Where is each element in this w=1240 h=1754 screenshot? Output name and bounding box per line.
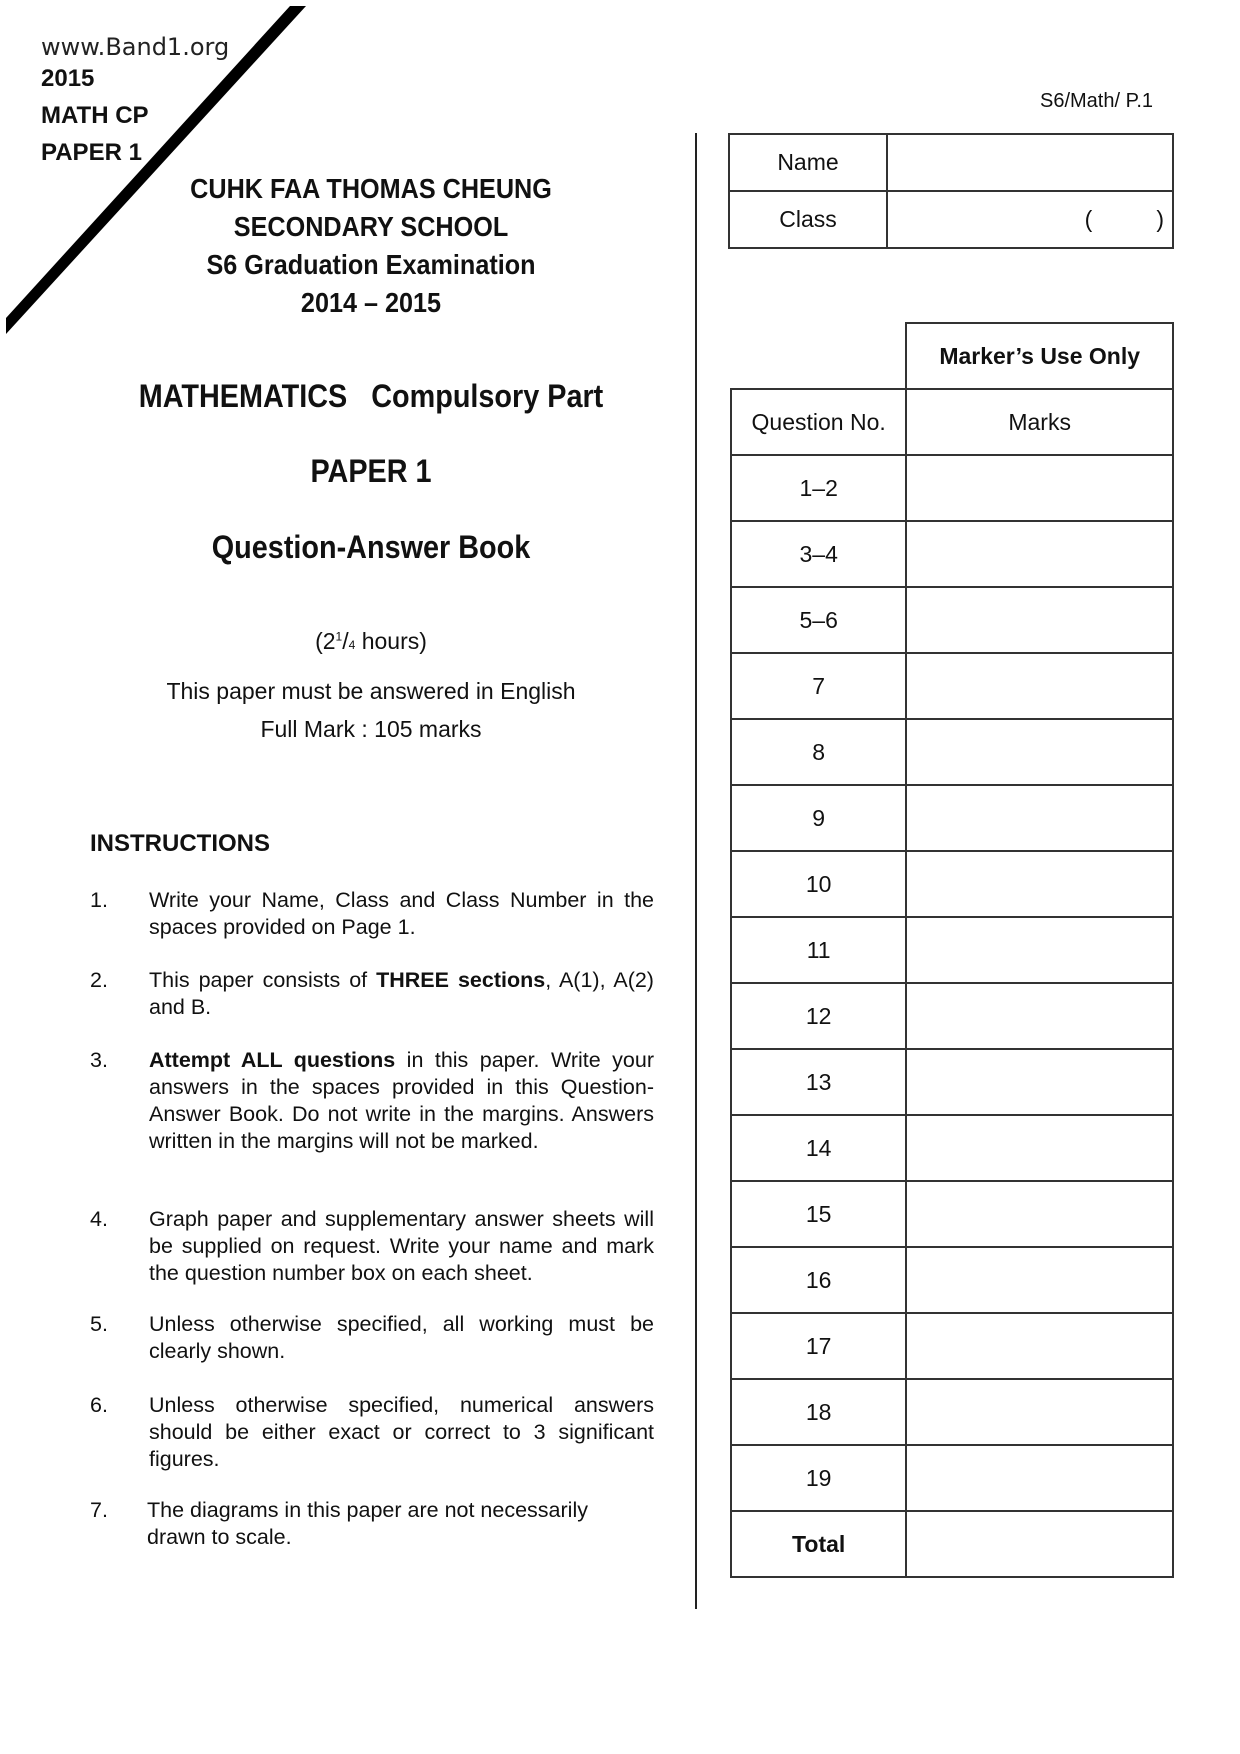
marker-row	[731, 917, 1173, 983]
marks-header: Marks	[906, 389, 1173, 455]
full-mark: Full Mark : 105 marks	[260, 716, 482, 742]
instruction-text: This paper consists of THREE sections, A(1), A(2) and B.	[149, 968, 654, 1019]
language-note: This paper must be answered in English	[166, 678, 576, 704]
corner-year: 2015	[41, 65, 95, 92]
school-name-line1: CUHK FAA THOMAS CHEUNG	[190, 173, 552, 204]
marker-row	[731, 1313, 1173, 1379]
school-name-line2: SECONDARY SCHOOL	[233, 211, 509, 242]
corner-paper: PAPER 1	[41, 139, 142, 166]
blank-corner	[731, 323, 906, 389]
question-number: 18	[731, 1379, 906, 1445]
marker-row	[731, 785, 1173, 851]
question-number: 7	[731, 653, 906, 719]
instruction-item	[90, 967, 654, 1021]
marker-row	[731, 653, 1173, 719]
student-info-table	[728, 133, 1174, 249]
marks-cell[interactable]	[906, 1247, 1173, 1313]
marks-cell[interactable]	[906, 719, 1173, 785]
instructions-title: INSTRUCTIONS	[90, 830, 270, 857]
marker-title: Marker’s Use Only	[906, 323, 1173, 389]
marker-row	[731, 521, 1173, 587]
instruction-item	[90, 1206, 654, 1287]
marker-row	[731, 1049, 1173, 1115]
question-number: 14	[731, 1115, 906, 1181]
question-number: 9	[731, 785, 906, 851]
marks-cell[interactable]	[906, 521, 1173, 587]
marker-row	[731, 1379, 1173, 1445]
book-title: Question-Answer Book	[211, 529, 531, 565]
instruction-text: Unless otherwise specified, all working must be clearly shown.	[149, 1312, 654, 1363]
subject-name: MATHEMATICS	[138, 378, 348, 414]
exam-title: S6 Graduation Examination	[206, 249, 536, 280]
website-watermark: www.Band1.org	[41, 33, 230, 61]
question-number: 3–4	[731, 521, 906, 587]
instruction-number: 6.	[90, 1393, 108, 1417]
question-number: 12	[731, 983, 906, 1049]
marker-table	[730, 322, 1174, 1578]
instruction-number: 3.	[90, 1048, 108, 1072]
marker-row	[731, 587, 1173, 653]
marks-cell[interactable]	[906, 851, 1173, 917]
exam-year: 2014 – 2015	[300, 287, 442, 318]
subject-title	[37, 378, 705, 415]
instruction-item	[90, 1311, 654, 1365]
question-number: 10	[731, 851, 906, 917]
question-number: 5–6	[731, 587, 906, 653]
paper-title: PAPER 1	[310, 453, 432, 489]
question-number: 8	[731, 719, 906, 785]
instruction-item	[90, 887, 654, 941]
instruction-number: 2.	[90, 968, 108, 992]
marks-cell[interactable]	[906, 1049, 1173, 1115]
marks-cell[interactable]	[906, 1181, 1173, 1247]
total-label: Total	[731, 1511, 906, 1577]
marker-row	[731, 1181, 1173, 1247]
page-ref: S6/Math/ P.1	[1040, 90, 1154, 112]
name-label: Name	[729, 134, 887, 191]
marks-cell[interactable]	[906, 455, 1173, 521]
marks-cell[interactable]	[906, 1379, 1173, 1445]
marks-cell[interactable]	[906, 1445, 1173, 1511]
marks-cell[interactable]	[906, 587, 1173, 653]
instruction-text: Graph paper and supplementary answer sheets will be supplied on request. Write your name and mark the question number box on each sheet.	[149, 1207, 654, 1285]
instruction-number: 1.	[90, 888, 108, 912]
question-number: 13	[731, 1049, 906, 1115]
name-field[interactable]	[887, 134, 1173, 191]
marker-row	[731, 1115, 1173, 1181]
question-number: 19	[731, 1445, 906, 1511]
question-number: 1–2	[731, 455, 906, 521]
class-number-open: (	[1084, 206, 1093, 232]
class-field[interactable]	[887, 191, 1173, 248]
class-label: Class	[729, 191, 887, 248]
instruction-item	[90, 1392, 654, 1473]
marker-row	[731, 851, 1173, 917]
marks-cell[interactable]	[906, 983, 1173, 1049]
instruction-number: 5.	[90, 1312, 108, 1336]
duration: ($2^1/4$ hours)	[315, 628, 427, 654]
question-number: 17	[731, 1313, 906, 1379]
instruction-text: The diagrams in this paper are not necessarily drawn to scale.	[147, 1498, 588, 1549]
instruction-number: 4.	[90, 1207, 108, 1231]
marks-cell[interactable]	[906, 917, 1173, 983]
divider-line	[695, 133, 697, 1609]
corner-subject: MATH CP	[41, 102, 149, 129]
class-number-close: )	[1156, 206, 1164, 232]
instruction-item	[90, 1047, 654, 1155]
marker-row	[731, 455, 1173, 521]
instruction-text: Unless otherwise specified, numerical answers should be either exact or correct to 3 significant figures.	[149, 1393, 654, 1471]
instruction-item	[90, 1497, 630, 1551]
subject-part: Compulsory Part	[371, 378, 604, 414]
question-number: 16	[731, 1247, 906, 1313]
instruction-text: Write your Name, Class and Class Number in the spaces provided on Page 1.	[149, 888, 654, 939]
marker-row	[731, 1247, 1173, 1313]
instruction-text: Attempt ALL questions in this paper. Write your answers in the spaces provided in this Question-Answer Book. Do not write in the margins. Answers written in the margins will not be marked.	[149, 1048, 654, 1153]
total-row	[731, 1511, 1173, 1577]
marker-row	[731, 1445, 1173, 1511]
instruction-number: 7.	[90, 1498, 108, 1522]
total-marks-cell[interactable]	[906, 1511, 1173, 1577]
marker-row	[731, 719, 1173, 785]
marks-cell[interactable]	[906, 1313, 1173, 1379]
marks-cell[interactable]	[906, 653, 1173, 719]
question-number: 11	[731, 917, 906, 983]
question-number: 15	[731, 1181, 906, 1247]
marks-cell[interactable]	[906, 1115, 1173, 1181]
question-no-header: Question No.	[731, 389, 906, 455]
marks-cell[interactable]	[906, 785, 1173, 851]
marker-row	[731, 983, 1173, 1049]
